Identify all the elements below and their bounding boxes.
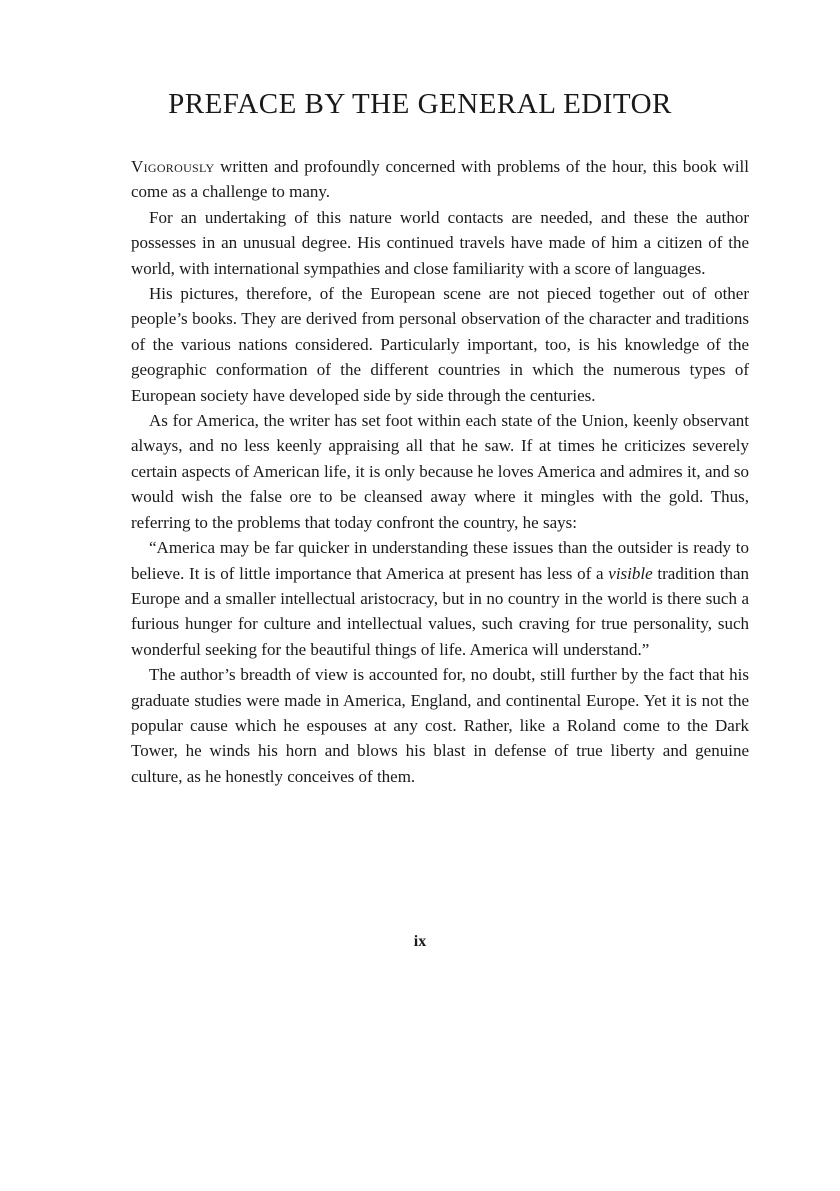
paragraph-1-lead: Vigorously <box>131 157 215 176</box>
quote-text-after: tradition than Europe and a smaller intellectual aristocracy, but in no country in the world is there such a furious hunger for culture and intellectual values, such craving for true personality, such wonderful seeking for the beautiful things of life. America will understand.” <box>131 563 749 659</box>
paragraph-3: His pictures, therefore, of the European scene are not pieced together out of other people’s books. They are derived from personal observation of the character and traditions of the various nations considered. Particularly important, too, is his knowledge of the geographic conformation of the different countries in which the numerous types of European society have developed side by side through the centuries. <box>131 284 749 405</box>
paragraph-6: The author’s breadth of view is accounted for, no doubt, still further by the fact that his graduate studies were made in America, England, and continental Europe. Yet it is not the popular cause which he espouses at any cost. Rather, like a Roland come to the Dark Tower, he winds his horn and blows his blast in defense of true liberty and genuine culture, as he honestly conceives of them. <box>131 665 749 786</box>
paragraph-4: As for America, the writer has set foot within each state of the Union, keenly observant always, and no less keenly appraising all that he saw. If at times he criticizes severely certain aspects of American life, it is only because he loves America and admires it, and so would wish the false ore to be cleansed away where it mingles with the gold. Thus, referring to the problems that today confront the country, he says: <box>131 411 749 532</box>
page-title: PREFACE BY THE GENERAL EDITOR <box>168 88 672 120</box>
paragraph-1-text: written and profoundly concerned with problems of the hour, this book will come as a challenge to many. <box>131 157 749 202</box>
paragraph-1 <box>131 154 749 205</box>
page-number: ix <box>413 933 427 950</box>
quote-emphasis: visible <box>608 563 653 583</box>
quote-text-before: “America may be far quicker in understanding these issues than the outsider is ready to believe. It is of little importance that America at present has less of a <box>131 538 749 583</box>
paragraph-5-quote <box>131 535 749 662</box>
preface-body <box>131 154 749 789</box>
paragraph-2: For an undertaking of this nature world contacts are needed, and these the author possesses in an unusual degree. His continued travels have made of him a citizen of the world, with international sympathies and close familiarity with a score of languages. <box>131 207 749 278</box>
